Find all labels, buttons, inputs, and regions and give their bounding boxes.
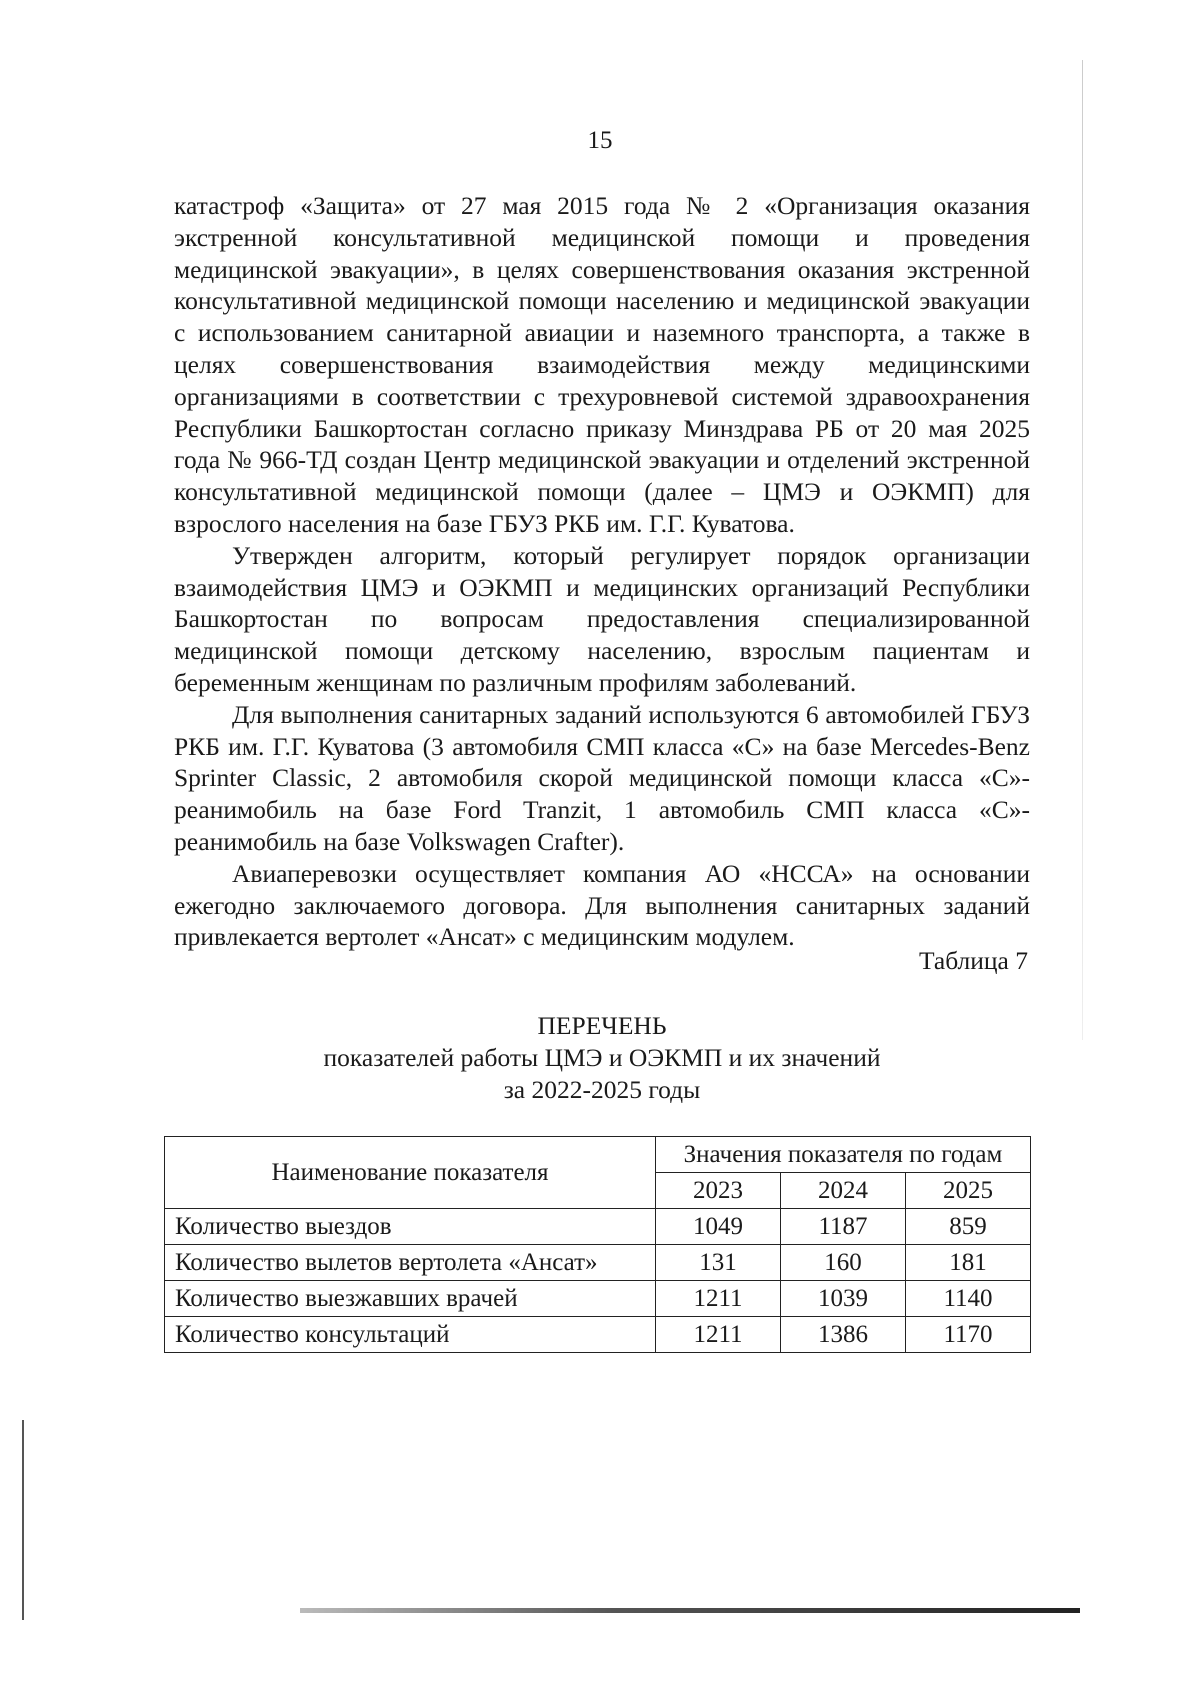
row-value: 1211 [656,1281,781,1317]
row-value: 859 [905,1209,1030,1245]
scan-edge-right [1082,60,1083,1040]
year-header: 2023 [656,1173,781,1209]
table-row [165,1281,1031,1317]
row-value: 160 [780,1245,905,1281]
paragraph-1: катастроф «Защита» от 27 мая 2015 года № 2 «Организация оказания экстренной консультативной медицинской помощи и проведения медицинской эвакуации», в целях совершенствования оказания экстренной консультативной медицинской помощи населению и медицинской эвакуации с использованием санитарной авиации и наземного транспорта, а также в целях совершенствования взаимодействия между медицинскими организациями в соответствии с трехуровневой системой здравоохранения Республики Башкортостан согласно приказу Минздрава РБ от 20 мая 2025 года № 966-ТД создан Центр медицинской эвакуации и отделений экстренной консультативной медицинской помощи (далее – ЦМЭ и ОЭКМП) для взрослого населения на базе ГБУЗ РКБ им. Г.Г. Куватова. [174,191,1030,538]
paragraph-4: Авиаперевозки осуществляет компания АО «НССА» на основании ежегодно заключаемого договора. Для выполнения санитарных заданий привлекается вертолет «Ансат» с медицинским модулем. [174,858,1030,952]
table-row [165,1245,1031,1281]
heading-title: ПЕРЕЧЕНЬ [537,1011,667,1040]
indicators-table [164,1136,1031,1353]
heading-period: за 2022-2025 годы [503,1075,701,1104]
name-column-header: Наименование показателя [165,1137,656,1209]
heading-subtitle: показателей работы ЦМЭ и ОЭКМП и их значений [323,1043,881,1072]
row-value: 1140 [905,1281,1030,1317]
table-heading [174,1010,1030,1106]
scan-bottom-edge [300,1608,1080,1613]
year-header: 2024 [780,1173,905,1209]
row-value: 1049 [656,1209,781,1245]
row-value: 1211 [656,1317,781,1353]
year-header: 2025 [905,1173,1030,1209]
row-name: Количество выезжавших врачей [165,1281,656,1317]
row-value: 1039 [780,1281,905,1317]
scan-edge-left [22,1420,24,1620]
row-value: 131 [656,1245,781,1281]
paragraph-3: Для выполнения санитарных заданий используются 6 автомобилей ГБУЗ РКБ им. Г.Г. Куватова (3 автомобиля СМП класса «С» на базе Mercedes-Benz Sprinter Classic, 2 автомобиля скорой медицинской помощи класса «С»-реанимобиль на базе Ford Tranzit, 1 автомобиль СМП класса «С»-реанимобиль на базе Volkswagen Crafter). [174,699,1030,856]
years-group-header: Значения показателя по годам [656,1137,1031,1173]
row-value: 1170 [905,1317,1030,1353]
row-value: 1386 [780,1317,905,1353]
row-value: 1187 [780,1209,905,1245]
row-name: Количество вылетов вертолета «Ансат» [165,1245,656,1281]
row-value: 181 [905,1245,1030,1281]
body-text [174,190,1030,953]
table-label: Таблица 7 [918,946,1028,975]
table-row [165,1317,1031,1353]
row-name: Количество консультаций [165,1317,656,1353]
row-name: Количество выездов [165,1209,656,1245]
page-number: 15 [587,127,613,154]
paragraph-2: Утвержден алгоритм, который регулирует порядок организации взаимодействия ЦМЭ и ОЭКМП и медицинских организаций Республики Башкортостан по вопросам предоставления специализированной медицинской помощи детскому населению, взрослым пациентам и беременным женщинам по различным профилям заболеваний. [174,540,1030,697]
table-row [165,1209,1031,1245]
